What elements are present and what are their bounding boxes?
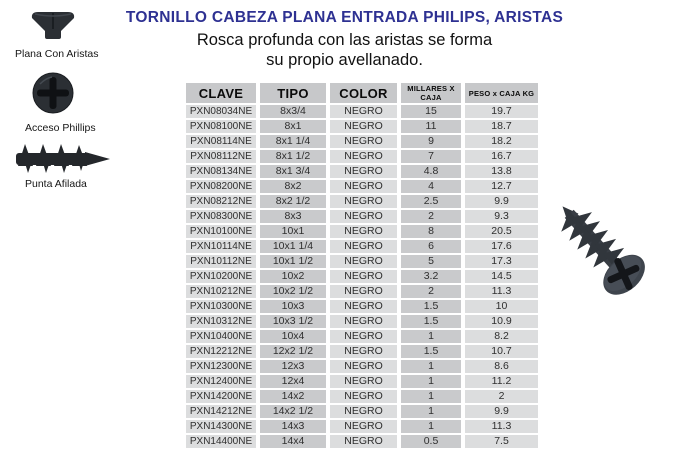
cell-peso: 20.5: [465, 225, 538, 238]
cell-clave: PXN08212NE: [186, 195, 256, 208]
page-subtitle: [0, 30, 689, 70]
cell-millares: 1.5: [401, 345, 461, 358]
cell-clave: PXN12212NE: [186, 345, 256, 358]
cell-millares: 5: [401, 255, 461, 268]
cell-millares: 2.5: [401, 195, 461, 208]
cell-color: NEGRO: [330, 390, 397, 403]
cell-clave: PXN10312NE: [186, 315, 256, 328]
cell-color: NEGRO: [330, 300, 397, 313]
cell-tipo: 10x4: [260, 330, 326, 343]
cell-tipo: 10x2: [260, 270, 326, 283]
cell-clave: PXN10300NE: [186, 300, 256, 313]
table-row: [186, 150, 538, 163]
cell-millares: 6: [401, 240, 461, 253]
cell-millares: 15: [401, 105, 461, 118]
cell-color: NEGRO: [330, 270, 397, 283]
cell-clave: PXN14200NE: [186, 390, 256, 403]
cell-clave: PXN08114NE: [186, 135, 256, 148]
cell-clave: PXN10212NE: [186, 285, 256, 298]
table-row: [186, 420, 538, 433]
column-header-clave: CLAVE: [186, 83, 256, 103]
cell-tipo: 14x2 1/2: [260, 405, 326, 418]
cell-clave: PXN10200NE: [186, 270, 256, 283]
feature-label-acceso-phillips: Acceso Phillips: [25, 122, 96, 134]
cell-tipo: 8x1 3/4: [260, 165, 326, 178]
page-title: TORNILLO CABEZA PLANA ENTRADA PHILIPS, ARISTAS: [125, 9, 564, 26]
cell-color: NEGRO: [330, 345, 397, 358]
cell-millares: 1: [401, 360, 461, 373]
column-header-millares: MILLARES X CAJA: [401, 83, 461, 103]
cell-tipo: 10x2 1/2: [260, 285, 326, 298]
cell-peso: 9.3: [465, 210, 538, 223]
table-row: [186, 330, 538, 343]
cell-clave: PXN10400NE: [186, 330, 256, 343]
cell-tipo: 12x4: [260, 375, 326, 388]
cell-tipo: 10x3 1/2: [260, 315, 326, 328]
cell-tipo: 10x1: [260, 225, 326, 238]
cell-clave: PXN12400NE: [186, 375, 256, 388]
cell-peso: 2: [465, 390, 538, 403]
cell-peso: 11.2: [465, 375, 538, 388]
cell-millares: 1: [401, 390, 461, 403]
cell-millares: 3.2: [401, 270, 461, 283]
cell-millares: 2: [401, 210, 461, 223]
table-body: [186, 105, 538, 448]
cell-millares: 1: [401, 405, 461, 418]
table-row: [186, 435, 538, 448]
table-row: [186, 375, 538, 388]
cell-peso: 8.2: [465, 330, 538, 343]
cell-millares: 7: [401, 150, 461, 163]
cell-tipo: 8x1: [260, 120, 326, 133]
cell-color: NEGRO: [330, 150, 397, 163]
cell-tipo: 14x3: [260, 420, 326, 433]
cell-peso: 13.8: [465, 165, 538, 178]
feature-label-plana-con-aristas: Plana Con Aristas: [15, 48, 99, 60]
table-row: [186, 390, 538, 403]
cell-tipo: 14x4: [260, 435, 326, 448]
cell-clave: PXN14300NE: [186, 420, 256, 433]
table-row: [186, 285, 538, 298]
cell-peso: 16.7: [465, 150, 538, 163]
cell-peso: 9.9: [465, 195, 538, 208]
cell-peso: 14.5: [465, 270, 538, 283]
cell-millares: 4: [401, 180, 461, 193]
product-screw-image: [542, 188, 659, 309]
cell-clave: PXN14212NE: [186, 405, 256, 418]
cell-peso: 18.7: [465, 120, 538, 133]
cell-tipo: 10x1 1/2: [260, 255, 326, 268]
cell-color: NEGRO: [330, 165, 397, 178]
cell-tipo: 8x1 1/2: [260, 150, 326, 163]
cell-clave: PXN08100NE: [186, 120, 256, 133]
table-row: [186, 240, 538, 253]
cell-millares: 4.8: [401, 165, 461, 178]
cell-millares: 0.5: [401, 435, 461, 448]
column-header-color: COLOR: [330, 83, 397, 103]
cell-peso: 10: [465, 300, 538, 313]
cell-peso: 9.9: [465, 405, 538, 418]
cell-color: NEGRO: [330, 315, 397, 328]
cell-millares: 1.5: [401, 300, 461, 313]
cell-peso: 19.7: [465, 105, 538, 118]
table-row: [186, 180, 538, 193]
cell-tipo: 10x1 1/4: [260, 240, 326, 253]
cell-peso: 10.7: [465, 345, 538, 358]
cell-clave: PXN08112NE: [186, 150, 256, 163]
cell-tipo: 8x2: [260, 180, 326, 193]
cell-peso: 11.3: [465, 285, 538, 298]
cell-millares: 1: [401, 330, 461, 343]
cell-color: NEGRO: [330, 330, 397, 343]
table-row: [186, 300, 538, 313]
cell-millares: 1: [401, 375, 461, 388]
table-row: [186, 405, 538, 418]
cell-color: NEGRO: [330, 120, 397, 133]
phillips-drive-icon: [32, 72, 74, 114]
cell-color: NEGRO: [330, 420, 397, 433]
cell-millares: 1.5: [401, 315, 461, 328]
subtitle-line-2: su propio avellanado.: [266, 51, 423, 69]
cell-clave: PXN08200NE: [186, 180, 256, 193]
cell-color: NEGRO: [330, 360, 397, 373]
table-row: [186, 165, 538, 178]
cell-tipo: 8x2 1/2: [260, 195, 326, 208]
table-row: [186, 105, 538, 118]
table-row: [186, 195, 538, 208]
cell-tipo: 10x3: [260, 300, 326, 313]
cell-clave: PXN10114NE: [186, 240, 256, 253]
cell-tipo: 14x2: [260, 390, 326, 403]
cell-peso: 11.3: [465, 420, 538, 433]
table-row: [186, 120, 538, 133]
table-row: [186, 315, 538, 328]
cell-millares: 1: [401, 420, 461, 433]
cell-color: NEGRO: [330, 105, 397, 118]
header-row: [186, 83, 538, 103]
flat-head-aristas-icon: [28, 9, 78, 43]
cell-peso: 17.3: [465, 255, 538, 268]
cell-clave: PXN12300NE: [186, 360, 256, 373]
cell-color: NEGRO: [330, 195, 397, 208]
cell-color: NEGRO: [330, 225, 397, 238]
table-row: [186, 270, 538, 283]
table-row: [186, 255, 538, 268]
table-row: [186, 225, 538, 238]
sharp-point-icon: [14, 142, 112, 176]
cell-clave: PXN08300NE: [186, 210, 256, 223]
cell-color: NEGRO: [330, 180, 397, 193]
cell-tipo: 8x3: [260, 210, 326, 223]
column-header-tipo: TIPO: [260, 83, 326, 103]
cell-millares: 9: [401, 135, 461, 148]
cell-peso: 17.6: [465, 240, 538, 253]
cell-color: NEGRO: [330, 405, 397, 418]
table-row: [186, 345, 538, 358]
cell-tipo: 8x3/4: [260, 105, 326, 118]
cell-peso: 12.7: [465, 180, 538, 193]
cell-tipo: 8x1 1/4: [260, 135, 326, 148]
cell-millares: 8: [401, 225, 461, 238]
cell-millares: 2: [401, 285, 461, 298]
cell-color: NEGRO: [330, 255, 397, 268]
table-row: [186, 360, 538, 373]
cell-clave: PXN10100NE: [186, 225, 256, 238]
cell-color: NEGRO: [330, 210, 397, 223]
cell-clave: PXN10112NE: [186, 255, 256, 268]
cell-color: NEGRO: [330, 135, 397, 148]
table-row: [186, 210, 538, 223]
table-header: [186, 83, 538, 103]
cell-clave: PXN14400NE: [186, 435, 256, 448]
product-spec-table: [182, 81, 542, 450]
cell-color: NEGRO: [330, 240, 397, 253]
cell-color: NEGRO: [330, 375, 397, 388]
cell-peso: 10.9: [465, 315, 538, 328]
cell-millares: 11: [401, 120, 461, 133]
cell-tipo: 12x2 1/2: [260, 345, 326, 358]
feature-label-punta-afilada: Punta Afilada: [25, 178, 87, 190]
cell-clave: PXN08134NE: [186, 165, 256, 178]
subtitle-line-1: Rosca profunda con las aristas se forma: [196, 31, 493, 49]
table-row: [186, 135, 538, 148]
cell-peso: 8.6: [465, 360, 538, 373]
cell-peso: 7.5: [465, 435, 538, 448]
cell-color: NEGRO: [330, 435, 397, 448]
cell-clave: PXN08034NE: [186, 105, 256, 118]
cell-peso: 18.2: [465, 135, 538, 148]
cell-color: NEGRO: [330, 285, 397, 298]
cell-tipo: 12x3: [260, 360, 326, 373]
column-header-peso: PESO x CAJA KG: [465, 83, 538, 103]
